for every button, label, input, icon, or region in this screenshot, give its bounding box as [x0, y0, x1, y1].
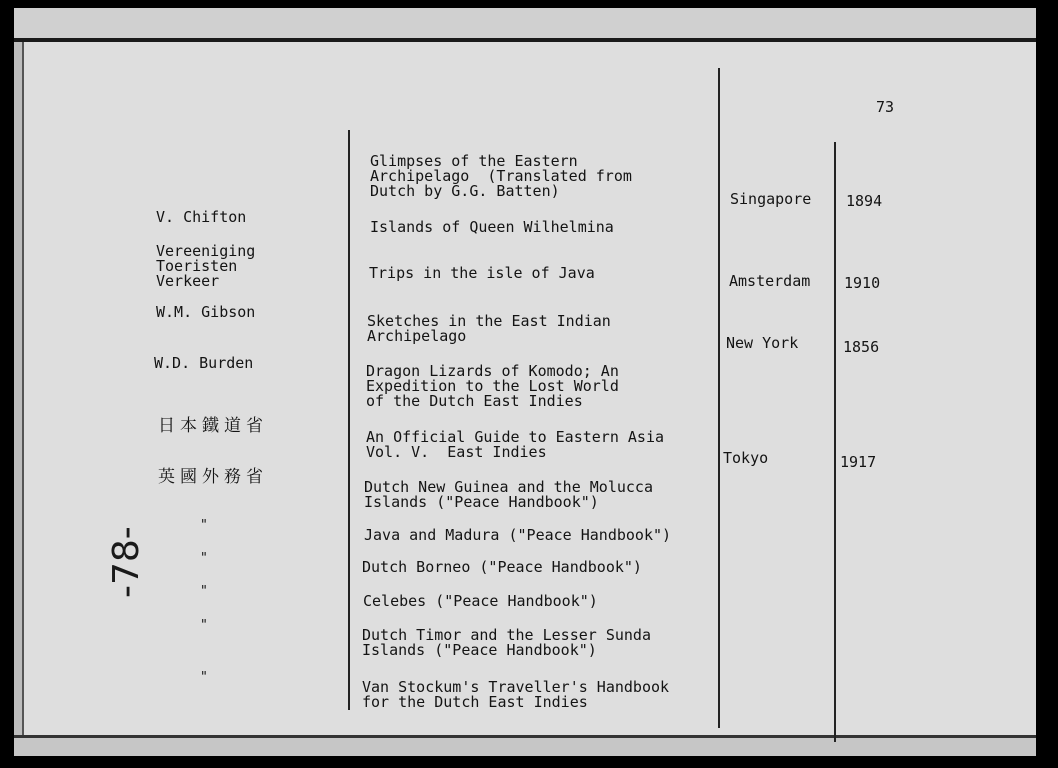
place-2: Amsterdam [729, 272, 811, 290]
place-0: Singapore [730, 190, 812, 208]
author-5: 日本鐵道省 [158, 416, 268, 436]
handwritten-page-number: -78- [106, 526, 147, 598]
title-0: Glimpses of the Eastern Archipelago (Translated from Dutch by G.G. Batten) [370, 152, 632, 200]
column-rule-3 [834, 142, 836, 742]
place-5: Tokyo [723, 449, 769, 467]
title-8: Dutch Borneo ("Peace Handbook") [362, 558, 642, 576]
ditto-5: " [200, 670, 208, 685]
year-2: 1910 [844, 274, 881, 292]
author-3: W.M. Gibson [156, 303, 256, 321]
ditto-3: " [200, 584, 208, 599]
title-6: Dutch New Guinea and the Molucca Islands ("Peace Handbook") [364, 478, 653, 511]
author-1: V. Chifton [156, 208, 247, 226]
place-3: New York [726, 334, 799, 352]
author-2: Vereeniging Toeristen Verkeer [156, 242, 256, 290]
top-margin [14, 8, 1036, 42]
title-10: Dutch Timor and the Lesser Sunda Islands ("Peace Handbook") [362, 626, 651, 659]
left-binding-edge [14, 42, 24, 742]
ditto-1: " [200, 518, 208, 533]
title-1: Islands of Queen Wilhelmina [370, 218, 614, 236]
title-4: Dragon Lizards of Komodo; An Expedition to the Lost World of the Dutch East Indies [366, 362, 619, 410]
year-3: 1856 [843, 338, 880, 356]
title-9: Celebes ("Peace Handbook") [363, 592, 598, 610]
title-2: Trips in the isle of Java [369, 264, 595, 282]
author-4: W.D. Burden [154, 354, 254, 372]
author-6: 英國外務省 [158, 467, 268, 487]
year-0: 1894 [846, 192, 883, 210]
page-number: 73 [876, 98, 895, 116]
ditto-2: " [200, 551, 208, 566]
year-5: 1917 [840, 453, 877, 471]
title-11: Van Stockum's Traveller's Handbook for the Dutch East Indies [362, 678, 670, 711]
ditto-4: " [200, 618, 208, 633]
bottom-margin [14, 735, 1036, 756]
column-rule-2 [718, 68, 720, 728]
column-rule-1 [348, 130, 350, 710]
title-3: Sketches in the East Indian Archipelago [367, 312, 611, 345]
title-7: Java and Madura ("Peace Handbook") [364, 526, 672, 544]
document-page [14, 8, 1036, 756]
title-5: An Official Guide to Eastern Asia Vol. V. East Indies [366, 428, 665, 461]
